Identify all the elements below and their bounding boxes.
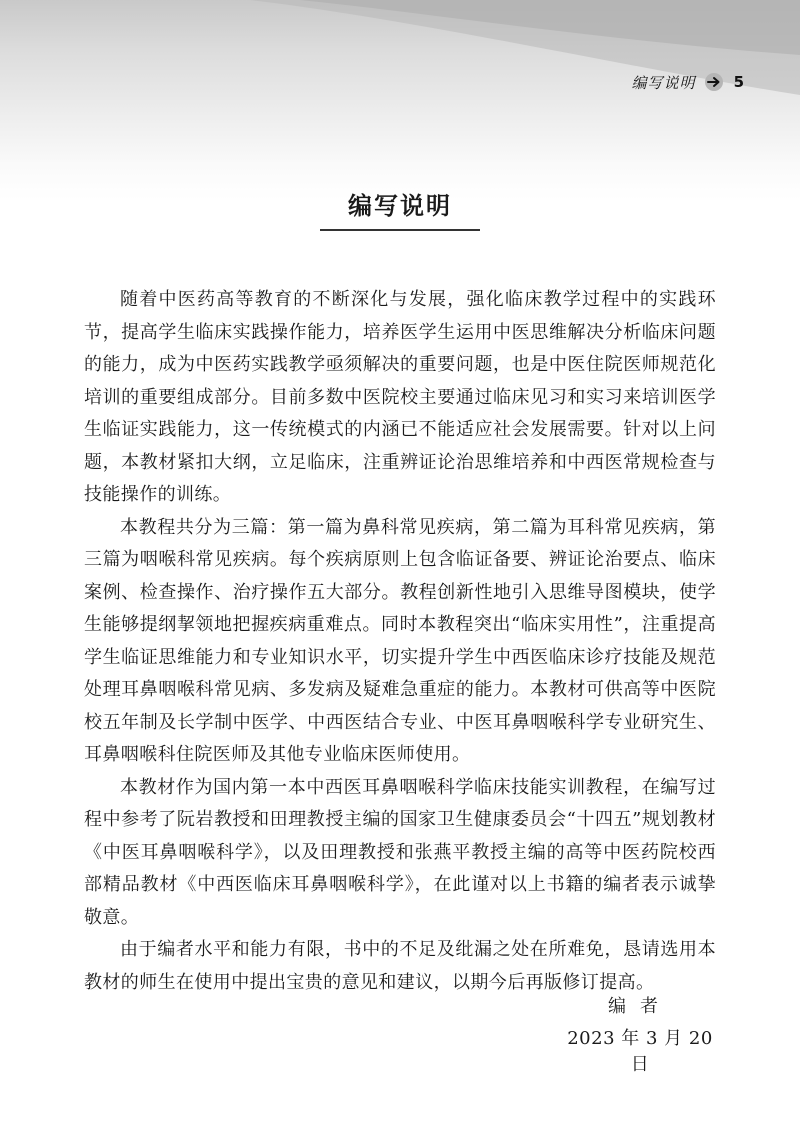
paragraph: 由于编者水平和能力有限，书中的不足及纰漏之处在所难免，恳请选用本教材的师生在使用中提出宝贵的意见和建议，以期今后再版修订提高。 <box>84 939 716 993</box>
paragraph: 随着中医药高等教育的不断深化与发展，强化临床教学过程中的实践环节，提高学生临床实践操作能力，培养医学生运用中医思维解决分析临床问题的能力，成为中医药实践教学亟须解决的重要问题，也是中医住院医师规范化培训的重要组成部分。目前多数中医院校主要通过临床见习和实习来培训医学生临证实践能力，这一传统模式的内涵已不能适应社会发展需要。针对以上问题，本教材紧扣大纲，立足临床，注重辨证论治思维培养和中西医常规检查与技能操作的训练。 <box>84 289 716 505</box>
chapter-title <box>0 186 800 231</box>
arrow-right-icon <box>704 72 724 92</box>
running-head-title: 编写说明 <box>631 73 696 92</box>
body-text <box>84 284 716 999</box>
paragraph: 本教程共分为三篇：第一篇为鼻科常见疾病，第二篇为耳科常见疾病，第三篇为咽喉科常见疾病。每个疾病原则上包含临证备要、辨证论治要点、临床案例、检查操作、治疗操作五大部分。教程创新性地引入思维导图模块，使学生能够提纲挈领地把握疾病重难点。同时本教程突出“临床实用性”，注重提高学生临证思维能力和专业知识水平，切实提升学生中西医临床诊疗技能及规范处理耳鼻咽喉科常见病、多发病及疑难急重症的能力。本教材可供高等中医院校五年制及长学制中医学、中西医结合专业、中医耳鼻咽喉科学专业研究生、耳鼻咽喉科住院医师及其他专业临床医师使用。 <box>84 516 716 765</box>
header-swoosh <box>0 0 800 130</box>
running-head <box>632 70 744 94</box>
signature-date: 2023 年 3 月 20 日 <box>567 1028 713 1075</box>
page-number: 5 <box>733 73 744 91</box>
paragraph: 本教材作为国内第一本中西医耳鼻咽喉科学临床技能实训教程，在编写过程中参考了阮岩教授和田理教授主编的国家卫生健康委员会“十四五”规划教材《中医耳鼻咽喉科学》，以及田理教授和张燕平教授主编的高等中医药院校西部精品教材《中西医临床耳鼻咽喉科学》，在此谨对以上书籍的编者表示诚挚敬意。 <box>84 776 716 928</box>
signature-author: 编者 <box>608 996 672 1017</box>
chapter-title-text: 编写说明 <box>320 186 480 231</box>
